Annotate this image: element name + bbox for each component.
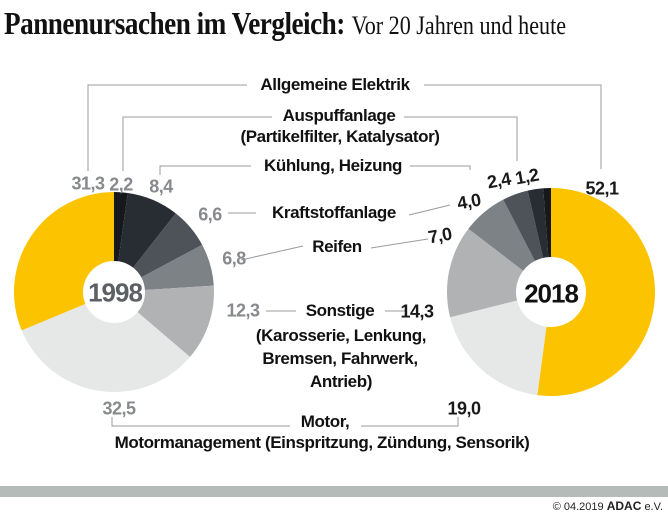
value-1998-motor: 32,5 [102,398,136,419]
leader-line [410,166,470,170]
category-label-elektrik: Allgemeine Elektrik [260,75,410,94]
value-1998-sonstige: 12,3 [226,300,260,321]
category-sublabel-sonstige-2: Bremsen, Fahrwerk, [262,349,418,368]
value-1998-kuehlung: 8,4 [149,176,173,197]
leader-line [424,85,601,169]
leader-line [88,85,247,171]
value-2018-sonstige: 14,3 [400,301,434,322]
value-2018-auspuff: 1,2 [513,164,541,189]
leader-line [361,417,458,426]
category-label-motor: Motor, [300,412,350,431]
category-label-kraftstoff: Kraftstoffanlage [272,203,396,222]
category-label-auspuff: Auspuffanlage [282,106,396,125]
brand-suffix: e.V. [644,501,663,513]
pie-slice-2018 [450,300,546,395]
category-sublabel-sonstige-1: (Karosserie, Lenkung, [255,326,427,345]
value-2018-motor: 19,0 [447,398,481,419]
category-sublabel-sonstige-3: Antrieb) [310,372,372,391]
leader-line [241,246,303,260]
pie-slice-1998 [14,192,114,330]
value-1998-reifen: 6,8 [222,248,246,269]
center-label-2018: 2018 [524,278,578,309]
value-2018-elektrik: 52,1 [585,178,619,199]
leader-line [371,239,428,248]
value-2018-reifen: 7,0 [426,223,454,248]
category-sublabel-motor: Motormanagement (Einspritzung, Zündung, Sensorik) [114,433,530,452]
value-1998-elektrik: 31,3 [71,173,105,194]
category-label-sonstige: Sonstige [305,301,375,320]
leader-line [409,205,450,215]
footer-bar [0,486,668,497]
title-text: Pannenursachen im Vergleich: [4,5,345,41]
brand-text: ADAC [606,499,642,513]
value-2018-kuehlung: 2,4 [485,168,513,193]
value-1998-auspuff: 2,2 [109,174,133,195]
category-label-kuehlung: Kühlung, Heizung [263,156,403,175]
category-label-reifen: Reifen [312,237,362,256]
value-1998-kraftstoff: 6,6 [198,204,222,225]
leader-line [112,417,290,426]
copyright-text [553,499,663,513]
leader-line [160,166,251,175]
category-sublabel-auspuff: (Partikelfilter, Katalysator) [240,127,440,146]
copyright-date: © 04.2019 [552,501,604,513]
center-label-1998: 1998 [88,277,142,308]
subtitle-text: Vor 20 Jahren und heute [351,11,567,40]
value-2018-kraftstoff: 4,0 [455,189,483,214]
